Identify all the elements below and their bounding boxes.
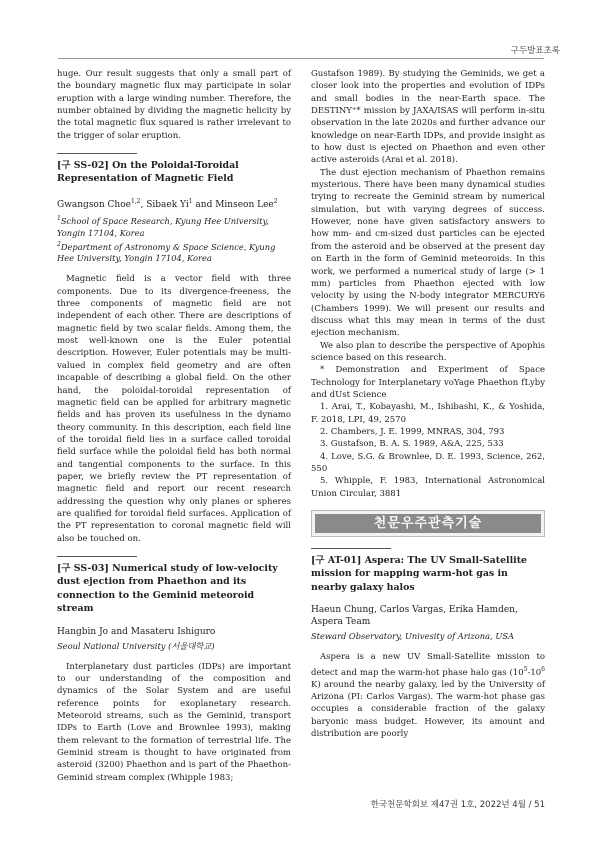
ss03-body-cont: Gustafson 1989). By studying the Geminids, we get a closer look into the properties and evolution of IDPs and small bodies in the near-Earth space. The DESTINY⁺* mission by JAXA/ISAS will perform in-situ observation in the late 2020s and further advance our knowledge on near-Earth IDPs, and provide insight as to how dust is ejected on Phaethon and even other active asteroids (Arai et al. 2018). — [311, 69, 545, 166]
ss03-footnote: * Demonstration and Experiment of Space Technology for Interplanetary voYage Phaethon fLyby and dUst Science — [311, 365, 545, 400]
right-column — [311, 68, 545, 740]
reference-item: 2. Chambers, J. E. 1999, MNRAS, 304, 793 — [320, 426, 505, 437]
intro-paragraph: huge. Our result suggests that only a small part of the boundary magnetic flux may participate in solar eruption with a large winding number. Therefore, the number obtained by dividing the magnetic helicity by the total magnetic flux squared is rather irrelevant to the trigger of solar eruption. — [57, 69, 291, 141]
ss03-body-p2: The dust ejection mechanism of Phaethon remains mysterious. There have been many dynamical studies trying to recreate the Geminid stream by numerical simulation, but with varying degrees of success. However, none have given satisfactory answers to how mm- and cm-sized dust particles can be ejected from the asteroid and be observed at the present day on Earth in the form of Geminid meteoroids. In this work, we performed a numerical study of large (> 1 mm) particles from Phaethon ejected with low velocity by using the N-body integrator MERCURY6 (Chambers 1999). We will present our results and discuss what this may mean in terms of the dust ejection mechanism. — [311, 167, 545, 339]
running-header: 구두발표초록 — [510, 46, 560, 56]
ss03-body-p3: We also plan to describe the perspective of Apophis science based on this research. — [311, 340, 545, 363]
ss03-title-text: [구 SS-03] Numerical study of low-velocity dust ejection from Phaethon and its connection to the Geminid meteoroid stream — [57, 562, 278, 615]
aff-sup: 1 — [57, 214, 61, 222]
ss02-affiliation-1 — [57, 213, 291, 239]
exponent: 5 — [523, 665, 528, 673]
author-sup: 2 — [273, 197, 278, 205]
author-sup: 1,2 — [130, 197, 141, 205]
ss02-body: Magnetic field is a vector field with three components. Due to its divergence-freeness, the three components of magnetic field are not independent of each other. There are descriptions of magnetic field by two scalar fields. Among them, the most well-known one is the Euler potential description. However, Euler potentials may be multi-valued in complex field geometry and are often incapable of describing a global field. On the other hand, the poloidal-toroidal representation of magnetic field can be applied for arbitrary magnetic fields and has proven its usefulness in the dynamo theory community. In this description, each field line of the toroidal field lies in a surface called toroidal field surface while the poloidal field has both normal and tangential components to the surface. In this paper, we briefly review the PT representation of magnetic field and report our recent research addressing the question why only planes or spheres are qualified for toroidal field surfaces. Application of the PT representation to coronal magnetic field will also be touched on. — [57, 274, 291, 544]
at01-title-text: [구 AT-01] Aspera: The UV Small-Satellite mission for mapping warm-hot gas in nearby galaxy halos — [311, 555, 528, 593]
spacer — [57, 264, 291, 273]
author-sep: , — [140, 199, 147, 210]
exponent: 6 — [541, 665, 545, 673]
section-rule — [57, 153, 137, 154]
body-text: Aspera is a new UV Small-Satellite mission to detect and map the warm-hot phase halo gas (10 — [311, 652, 545, 678]
body-text: -10 — [527, 667, 542, 678]
ss02-affiliation-2 — [57, 239, 291, 265]
at01-title — [311, 548, 545, 594]
ss03-body: Interplanetary dust particles (IDPs) are important to our understanding of the composition and dynamics of the Solar System and are useful reference points for exoplanetary research. Meteoroid streams, such as the Geminid, transport IDPs to Earth (Love and Brownlee 1993), making them relevant to the formation of terrestrial life. The Geminid stream is thought to have originated from asteroid (3200) Phaethon and is part of the Phaethon-Geminid stream complex (Whipple 1983; — [57, 661, 291, 783]
reference-item: 1. Arai, T., Kobayashi, M., Ishibashi, K., & Yoshida, F. 2018, LPI, 49, 2570 — [311, 402, 545, 425]
author-sep: and — [192, 199, 216, 210]
section-rule — [57, 556, 137, 557]
aff-sup: 2 — [57, 240, 61, 248]
reference-item: 3. Gustafson, B. A. S. 1989, A&A, 225, 533 — [320, 439, 504, 450]
ss02-title — [57, 153, 291, 186]
at01-authors: Haeun Chung, Carlos Vargas, Erika Hamden, Aspera Team — [311, 605, 518, 628]
author-name: Sibaek Yi — [146, 199, 189, 210]
spacer — [311, 642, 545, 651]
author-name: Gwangson Choe — [57, 199, 131, 210]
page-footer: 한국천문학회보 제47권 1호, 2022년 4월 / 51 — [370, 800, 545, 810]
category-banner-label: 천문우주관측기술 — [315, 514, 541, 533]
left-column — [57, 68, 291, 784]
ss02-title-text: [구 SS-02] On the Poloidal-Toroidal Representation of Magnetic Field — [57, 160, 239, 185]
author-name: Minseon Lee — [215, 199, 274, 210]
reference-item: 5. Whipple, F. 1983, International Astronomical Union Circular, 3881 — [311, 476, 545, 499]
header-rule — [58, 58, 544, 59]
aff-text: School of Space Research, Kyung Hee University, Yongin 17104, Korea — [57, 215, 269, 238]
author-sup: 1 — [188, 197, 193, 205]
body-text: K) around the nearby galaxy, led by the University of Arizona (PI: Carlos Vargas). The warm-hot phase gas occupies a considerable fraction of the galaxy baryonic mass budget. However, its amount and distribution are poorly — [311, 679, 545, 740]
reference-list — [311, 401, 545, 500]
spacer — [57, 652, 291, 661]
section-rule — [311, 548, 391, 549]
ss03-affiliation: Seoul National University (서울대학교) — [57, 640, 215, 651]
aff-text: Department of Astronomy & Space Science, Kyung Hee University, Yongin 17104, Korea — [57, 241, 276, 264]
ss02-authors — [57, 196, 291, 211]
reference-item: 4. Love, S.G. & Brownlee, D. E. 1993, Science, 262, 550 — [311, 451, 545, 474]
at01-affiliation: Steward Observatory, Univesity of Arizona, USA — [311, 631, 514, 642]
category-banner — [311, 510, 545, 537]
at01-body — [311, 651, 545, 740]
ss03-authors: Hangbin Jo and Masateru Ishiguro — [57, 626, 216, 637]
ss03-title — [57, 556, 291, 616]
